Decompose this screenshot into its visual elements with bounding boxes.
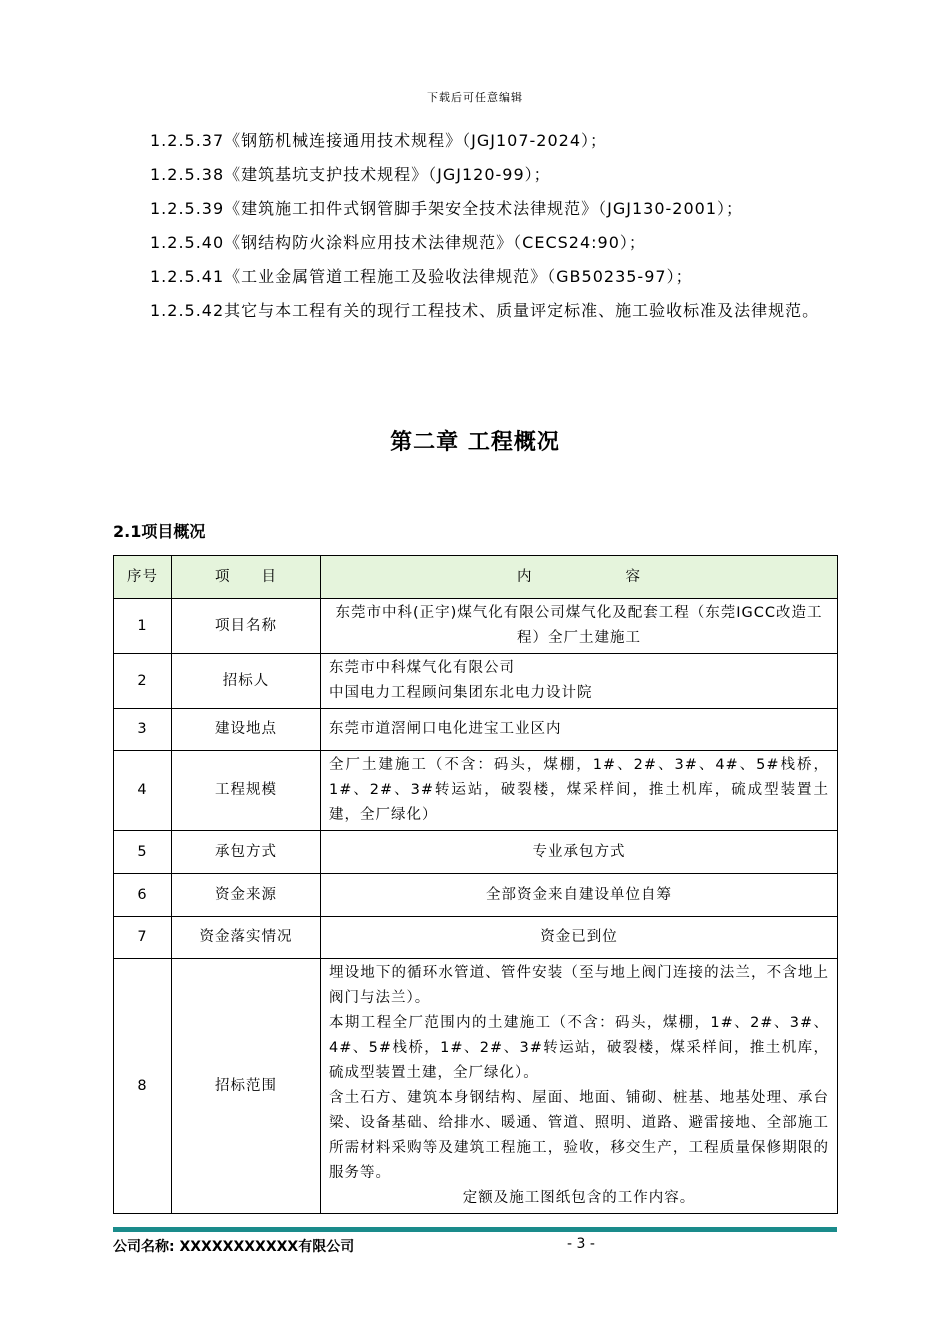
row-item: 资金来源	[172, 874, 321, 917]
row-content: 埋设地下的循环水管道、管件安装（至与地上阀门连接的法兰，不含地上阀门与法兰）。 本期工程全厂范围内的土建施工（不含：码头，煤棚，1#、2#、3#、4#、5#栈桥，1#、2#、3#转运站，破裂楼，煤采样间，推土机库，硫成型装置土建，全厂绿化）。 含土石方、建筑本身钢结构、屋面、地面、铺砌、桩基、地基处理、承台梁、设备基础、给排水、暖通、管道、照明、道路、避雷接地、全部施工所需材料采购等及建筑工程施工，验收，移交生产，工程质量保修期限的服务等。 定额及施工图纸包含的工作内容。	[321, 959, 838, 1214]
clause-item: 1.2.5.40《钢结构防火涂料应用技术法律规范》（CECS24:90）；	[150, 233, 646, 252]
chapter-title: 第二章 工程概况	[390, 430, 560, 455]
table-row	[114, 917, 838, 959]
row-content: 东莞市道滘闸口电化进宝工业区内	[321, 709, 838, 751]
row-content: 全厂土建施工（不含：码头，煤棚，1#、2#、3#、4#、5#栈桥，1#、2#、3#转运站，破裂楼，煤采样间，推土机库，硫成型装置土建，全厂绿化）	[321, 751, 838, 831]
row-item: 承包方式	[172, 831, 321, 874]
standards-list	[113, 124, 837, 328]
row-no: 2	[114, 654, 172, 709]
row-item: 建设地点	[172, 709, 321, 751]
row-no: 3	[114, 709, 172, 751]
table-row	[114, 599, 838, 654]
table-row	[114, 874, 838, 917]
row-item: 项目名称	[172, 599, 321, 654]
page-number: - 3 -	[567, 1236, 595, 1252]
clause-item: 1.2.5.37《钢筋机械连接通用技术规程》（JGJ107-2024）；	[150, 131, 608, 150]
row-no: 5	[114, 831, 172, 874]
row-item: 工程规模	[172, 751, 321, 831]
table-row	[114, 654, 838, 709]
clause-item: 1.2.5.42其它与本工程有关的现行工程技术、质量评定标准、施工验收标准及法律规范。	[150, 301, 820, 320]
row-item: 资金落实情况	[172, 917, 321, 959]
table-header-row	[114, 556, 838, 599]
header-content: 内 容	[321, 556, 838, 599]
section-title: 2.1项目概况	[113, 522, 206, 541]
project-overview-table	[113, 555, 838, 1214]
table-row	[114, 831, 838, 874]
header-note: 下载后可任意编辑	[427, 91, 523, 104]
row-content: 东莞市中科煤气化有限公司 中国电力工程顾问集团东北电力设计院	[321, 654, 838, 709]
row-no: 8	[114, 959, 172, 1214]
clause-item: 1.2.5.38《建筑基坑支护技术规程》（JGJ120-99）；	[150, 165, 551, 184]
row-item: 招标人	[172, 654, 321, 709]
row-no: 1	[114, 599, 172, 654]
clause-item: 1.2.5.41《工业金属管道工程施工及验收法律规范》（GB50235-97）；	[150, 267, 693, 286]
row-content: 专业承包方式	[321, 831, 838, 874]
row-content: 全部资金来自建设单位自筹	[321, 874, 838, 917]
row-item: 招标范围	[172, 959, 321, 1214]
footer-divider	[113, 1227, 837, 1232]
footer-company: 公司名称: XXXXXXXXXXX有限公司	[113, 1239, 355, 1255]
row-no: 7	[114, 917, 172, 959]
header-item: 项 目	[172, 556, 321, 599]
table-row	[114, 709, 838, 751]
table-row	[114, 751, 838, 831]
header-no: 序号	[114, 556, 172, 599]
row-content: 资金已到位	[321, 917, 838, 959]
row-content: 东莞市中科(正宇)煤气化有限公司煤气化及配套工程（东莞IGCC改造工程）全厂土建施工	[321, 599, 838, 654]
table-row	[114, 959, 838, 1214]
row-no: 6	[114, 874, 172, 917]
clause-item: 1.2.5.39《建筑施工扣件式钢管脚手架安全技术法律规范》（JGJ130-2001）；	[150, 199, 744, 218]
row-no: 4	[114, 751, 172, 831]
